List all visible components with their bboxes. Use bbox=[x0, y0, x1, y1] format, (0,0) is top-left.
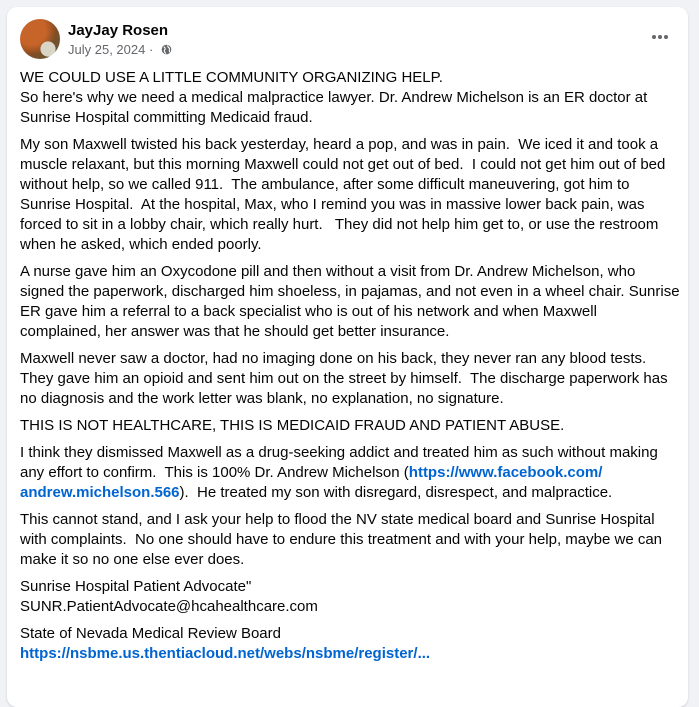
paragraph-3: A nurse gave him an Oxycodone pill and then without a visit from Dr. Andrew Michelson, who signed the paperwork, discharged him shoeless, in pajamas, and not even in a wheel chair. Sunrise ER gave him a referral to a back specialist who is out of his network and when Maxwell complained, her answer was that he should get better insurance. bbox=[20, 263, 680, 340]
advocate-email: SUNR.PatientAdvocate@hcahealthcare.com bbox=[20, 598, 318, 615]
paragraph-9: State of Nevada Medical Review Board https://nsbme.us.thentiacloud.net/webs/nsbme/register/... bbox=[20, 625, 431, 662]
post-header bbox=[20, 19, 172, 59]
headline: WE COULD USE A LITTLE COMMUNITY ORGANIZING HELP. bbox=[20, 69, 443, 86]
date-separator: · bbox=[145, 41, 157, 57]
author-name[interactable]: JayJay Rosen bbox=[68, 21, 169, 39]
paragraph-2: My son Maxwell twisted his back yesterday, heard a pop, and was in pain. We iced it and took a muscle relaxant, but this morning Maxwell could not get out of bed. I could not get him out of bed without help, so we called 911. The ambulance, after some difficult maneuvering, got him to Sunrise Hospital. At the hospital, Max, who I remind you was in massive lower back pain, was forced to sit in a lobby chair, which really hurt. They did not help him get to, or use the restroom when he asked, which ended poorly. bbox=[20, 136, 670, 253]
more-options-button[interactable] bbox=[652, 35, 668, 39]
paragraph-8: Sunrise Hospital Patient Advocate" SUNR.PatientAdvocate@hcahealthcare.com bbox=[20, 578, 318, 615]
post-card bbox=[7, 7, 688, 707]
more-options-icon bbox=[652, 35, 656, 39]
paragraph-5: THIS IS NOT HEALTHCARE, THIS IS MEDICAID FRAUD AND PATIENT ABUSE. bbox=[20, 417, 565, 434]
post-body bbox=[20, 68, 680, 671]
post-meta bbox=[68, 21, 172, 58]
nsbme-link[interactable]: https://nsbme.us.thentiacloud.net/webs/nsbme/register/... bbox=[20, 645, 431, 662]
post-date[interactable]: July 25, 2024 bbox=[68, 41, 146, 57]
author-avatar[interactable] bbox=[20, 19, 60, 59]
paragraph-4: Maxwell never saw a doctor, had no imaging done on his back, they never ran any blood tests. They gave him an opioid and sent him out on the street by himself. The discharge paperwork has no diagnosis and the work letter was blank, no explanation, no signature. bbox=[20, 350, 672, 407]
paragraph-1: WE COULD USE A LITTLE COMMUNITY ORGANIZING HELP. So here's why we need a medical malpractice lawyer. Dr. Andrew Michelson is an ER doctor at Sunrise Hospital committing Medicaid fraud. bbox=[20, 69, 648, 126]
globe-icon bbox=[161, 44, 172, 55]
facebook-profile-link[interactable]: https://www.facebook.com/ andrew.michelson.566 bbox=[20, 464, 607, 501]
paragraph-7: This cannot stand, and I ask your help to flood the NV state medical board and Sunrise Hospital with complaints. No one should have to endure this treatment and with your help, maybe we can make it so no one else ever does. bbox=[20, 511, 667, 568]
post-date-row bbox=[68, 41, 172, 58]
paragraph-6: I think they dismissed Maxwell as a drug-seeking addict and treated him as such without making any effort to confirm. This is 100% Dr. Andrew Michelson (https://www.facebook.com/ andrew.michelson.566). He treated my son with disregard, disrespect, and malpractice. bbox=[20, 444, 662, 501]
